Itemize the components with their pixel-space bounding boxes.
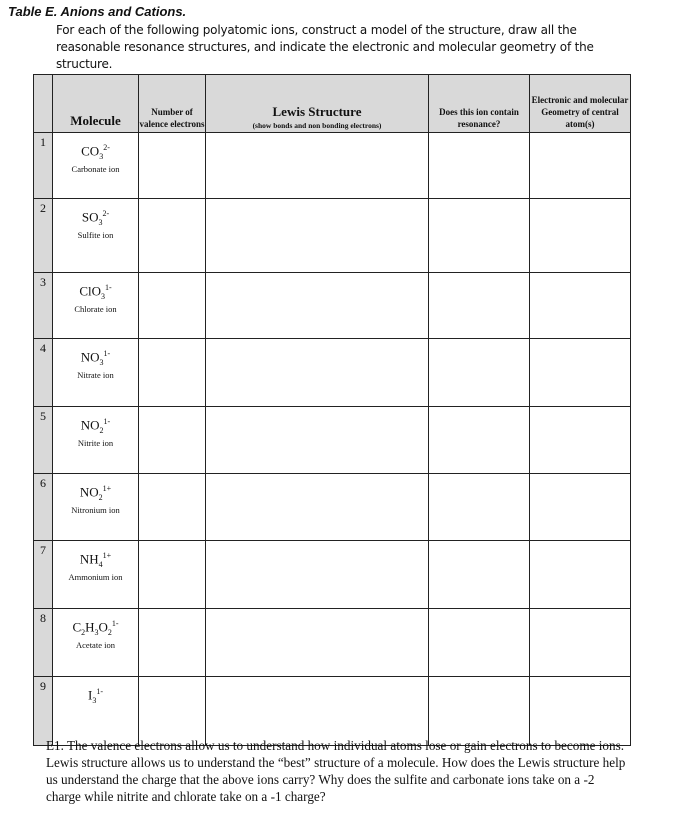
geometry-answer[interactable] bbox=[530, 677, 631, 746]
table-row bbox=[34, 273, 631, 339]
table-row bbox=[34, 677, 631, 746]
ion-name: Nitronium ion bbox=[71, 504, 120, 515]
row-number: 1 bbox=[40, 135, 46, 149]
molecule-cell bbox=[53, 474, 139, 541]
ion-formula: $NH_4^{1+}$ bbox=[79, 551, 112, 569]
resonance-answer[interactable] bbox=[429, 339, 530, 407]
molecule-cell bbox=[53, 541, 139, 609]
table-row bbox=[34, 199, 631, 273]
lewis-structure-answer[interactable] bbox=[206, 677, 429, 746]
table-row bbox=[34, 609, 631, 677]
row-number-cell bbox=[34, 273, 53, 339]
row-number: 8 bbox=[40, 611, 46, 625]
ion-formula: $C_2H_3O_2^{1-}$ bbox=[72, 619, 119, 637]
molecule-cell bbox=[53, 199, 139, 273]
valence-electrons-answer[interactable] bbox=[139, 609, 206, 677]
ion-formula: $CO_3^{2-}$ bbox=[81, 143, 110, 161]
valence-electrons-answer[interactable] bbox=[139, 474, 206, 541]
resonance-answer[interactable] bbox=[429, 609, 530, 677]
question-e1: E1. The valence electrons allow us to understand how individual atoms lose or gain electrons to become ions. Lewis structure allows us to understand the “best” structure of a molecule. How does the Lewis structure help us understand the charge that the above ions carry? Why does the sulfite and carbonate ions take on a -2 charge while nitrite and chlorate take on a -1 charge? bbox=[46, 738, 626, 804]
header-resonance: Does this ion contain resonance? bbox=[429, 75, 530, 133]
ion-formula: $NO_2^{1+}$ bbox=[79, 484, 112, 502]
lewis-structure-answer[interactable] bbox=[206, 609, 429, 677]
lewis-structure-answer[interactable] bbox=[206, 407, 429, 474]
table-title: Table E. Anions and Cations. bbox=[8, 4, 187, 19]
row-number: 6 bbox=[40, 476, 46, 490]
table-row bbox=[34, 133, 631, 199]
ion-name: Acetate ion bbox=[76, 639, 115, 650]
row-number-cell bbox=[34, 133, 53, 199]
valence-electrons-answer[interactable] bbox=[139, 541, 206, 609]
ion-formula: ClO$_3^{1-}$ bbox=[79, 283, 112, 301]
geometry-answer[interactable] bbox=[530, 407, 631, 474]
table-row bbox=[34, 339, 631, 407]
valence-electrons-answer[interactable] bbox=[139, 407, 206, 474]
geometry-answer[interactable] bbox=[530, 474, 631, 541]
header-lewis bbox=[206, 75, 429, 133]
resonance-answer[interactable] bbox=[429, 677, 530, 746]
ion-name: Carbonate ion bbox=[71, 163, 120, 174]
row-number: 5 bbox=[40, 409, 46, 423]
row-number: 7 bbox=[40, 543, 46, 557]
resonance-answer[interactable] bbox=[429, 273, 530, 339]
valence-electrons-answer[interactable] bbox=[139, 677, 206, 746]
resonance-answer[interactable] bbox=[429, 474, 530, 541]
molecule-cell bbox=[53, 339, 139, 407]
geometry-answer[interactable] bbox=[530, 273, 631, 339]
ion-formula: $I_3^{1-}$ bbox=[87, 687, 103, 705]
resonance-answer[interactable] bbox=[429, 199, 530, 273]
header-lewis-title: Lewis Structure bbox=[272, 104, 362, 119]
header-geometry: Electronic and molecular Geometry of central atom(s) bbox=[530, 75, 631, 133]
ion-formula: $NO_2^{1-}$ bbox=[80, 417, 111, 435]
geometry-answer[interactable] bbox=[530, 133, 631, 199]
table-row bbox=[34, 407, 631, 474]
row-number-cell bbox=[34, 407, 53, 474]
ion-name: Nitrate ion bbox=[77, 369, 114, 380]
header-rownum bbox=[34, 75, 53, 133]
ion-formula: $NO_3^{1-}$ bbox=[80, 349, 111, 367]
resonance-answer[interactable] bbox=[429, 407, 530, 474]
molecule-cell bbox=[53, 677, 139, 746]
valence-electrons-answer[interactable] bbox=[139, 339, 206, 407]
ion-name: Sulfite ion bbox=[77, 229, 114, 240]
table-row bbox=[34, 474, 631, 541]
geometry-answer[interactable] bbox=[530, 199, 631, 273]
molecule-cell bbox=[53, 609, 139, 677]
row-number: 3 bbox=[40, 275, 46, 289]
lewis-structure-answer[interactable] bbox=[206, 133, 429, 199]
resonance-answer[interactable] bbox=[429, 133, 530, 199]
ion-name: Chlorate ion bbox=[74, 303, 117, 314]
row-number: 9 bbox=[40, 679, 46, 693]
row-number-cell bbox=[34, 541, 53, 609]
molecule-cell bbox=[53, 133, 139, 199]
lewis-structure-answer[interactable] bbox=[206, 199, 429, 273]
valence-electrons-answer[interactable] bbox=[139, 199, 206, 273]
header-valence: Number of valence electrons bbox=[139, 75, 206, 133]
ion-formula: $SO_3^{2-}$ bbox=[81, 209, 110, 227]
lewis-structure-answer[interactable] bbox=[206, 474, 429, 541]
ions-table bbox=[33, 74, 631, 746]
geometry-answer[interactable] bbox=[530, 609, 631, 677]
lewis-structure-answer[interactable] bbox=[206, 541, 429, 609]
geometry-answer[interactable] bbox=[530, 339, 631, 407]
row-number-cell bbox=[34, 677, 53, 746]
molecule-cell bbox=[53, 407, 139, 474]
header-row bbox=[34, 75, 631, 133]
row-number: 4 bbox=[40, 341, 46, 355]
row-number: 2 bbox=[40, 201, 46, 215]
ion-name: Nitrite ion bbox=[77, 437, 114, 448]
row-number-cell bbox=[34, 339, 53, 407]
row-number-cell bbox=[34, 199, 53, 273]
header-molecule: Molecule bbox=[53, 75, 139, 133]
molecule-cell bbox=[53, 273, 139, 339]
lewis-structure-answer[interactable] bbox=[206, 339, 429, 407]
valence-electrons-answer[interactable] bbox=[139, 273, 206, 339]
valence-electrons-answer[interactable] bbox=[139, 133, 206, 199]
table-row bbox=[34, 541, 631, 609]
row-number-cell bbox=[34, 609, 53, 677]
row-number-cell bbox=[34, 474, 53, 541]
lewis-structure-answer[interactable] bbox=[206, 273, 429, 339]
header-lewis-note: (show bonds and non bonding electrons) bbox=[252, 121, 382, 130]
intro-instructions: For each of the following polyatomic ions, construct a model of the structure, draw all the reasonable resonance structures, and indicate the electronic and molecular geometry of the structure. bbox=[56, 23, 594, 71]
ion-name: Ammonium ion bbox=[68, 571, 123, 582]
geometry-answer[interactable] bbox=[530, 541, 631, 609]
resonance-answer[interactable] bbox=[429, 541, 530, 609]
